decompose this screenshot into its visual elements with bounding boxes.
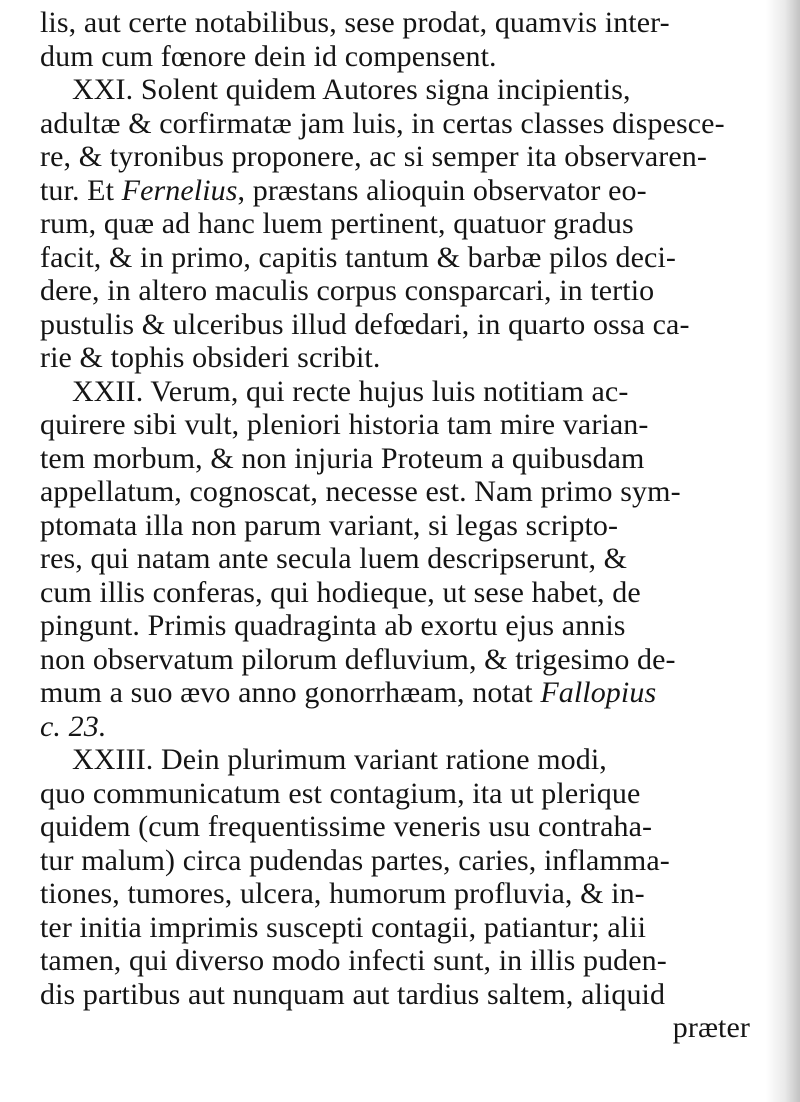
text-line: pingunt. Primis quadraginta ab exortu ejus annis [40,609,626,642]
text-line: tur. Et Fernelius, præstans alioquin observator eo- [40,173,647,207]
text-line: facit, & in primo, capitis tantum & barbæ pilos deci- [40,240,677,274]
section-xxiii-heading-line: XXIII. Dein plurimum variant ratione modi, [72,743,607,776]
text-line: ter initia imprimis suscepti contagii, patiantur; alii [40,910,647,944]
text-line: dum cum fœnore dein id compensent. [40,39,497,73]
text-line: tiones, tumores, ulcera, humorum profluvia, & in- [40,877,645,910]
text-line: dis partibus aut nunquam aut tardius saltem, aliquid [40,977,666,1011]
text-line: quidem (cum frequentissime veneris usu contraha- [40,810,653,843]
text-line: appellatum, cognoscat, necesse est. Nam primo sym- [40,475,681,508]
section-xxi-heading-line: XXI. Solent quidem Autores signa incipientis, [72,73,631,106]
citation-line [40,710,770,744]
text-line: dere, in altero maculis corpus consparcari, in tertio [40,274,655,307]
text-line: quirere sibi vult, pleniori historia tam mire varian- [40,408,649,441]
text-line: tem morbum, & non injuria Proteum a quibusdam [40,441,645,475]
chapter-citation: c. 23. [40,709,107,743]
text-line: rum, quæ ad hanc luem pertinent, quatuor gradus [40,207,634,240]
body-text [40,6,770,1045]
section-xxii-heading-line: XXII. Verum, qui recte hujus luis notitiam ac- [72,374,629,408]
text-line: res, qui natam ante secula luem descripserunt, & [40,542,628,575]
text-line: ptomata illa non parum variant, si legas scripto- [40,508,619,542]
author-name-fernelius: Fernelius [121,173,238,207]
text-line: non observatum pilorum defluvium, & trigesimo de- [40,642,676,676]
text-line: mum a suo ævo anno gonorrhæam, notat Fallopius [40,676,657,709]
text-line: tur malum) circa pudendas partes, caries, inflamma- [40,843,670,877]
text-line: lis, aut certe notabilibus, sese prodat, quamvis inter- [40,6,670,39]
text-line: quo communicatum est contagium, ita ut plerique [40,776,641,810]
text-line: pustulis & ulceribus illud defœdari, in quarto ossa ca- [40,307,690,341]
text-line: cum illis conferas, qui hodieque, ut sese habet, de [40,575,641,609]
text-line: re, & tyronibus proponere, ac si semper ita observaren- [40,140,707,173]
text-line: tamen, qui diverso modo infecti sunt, in illis puden- [40,944,667,977]
text-line: adultæ & corfirmatæ jam luis, in certas classes dispesce- [40,106,725,140]
page-edge-shadow [766,0,800,1102]
catchword: præter [672,1011,750,1044]
author-name-fallopius: Fallopius [540,676,657,709]
text-line: rie & tophis obsideri scribit. [40,341,381,374]
